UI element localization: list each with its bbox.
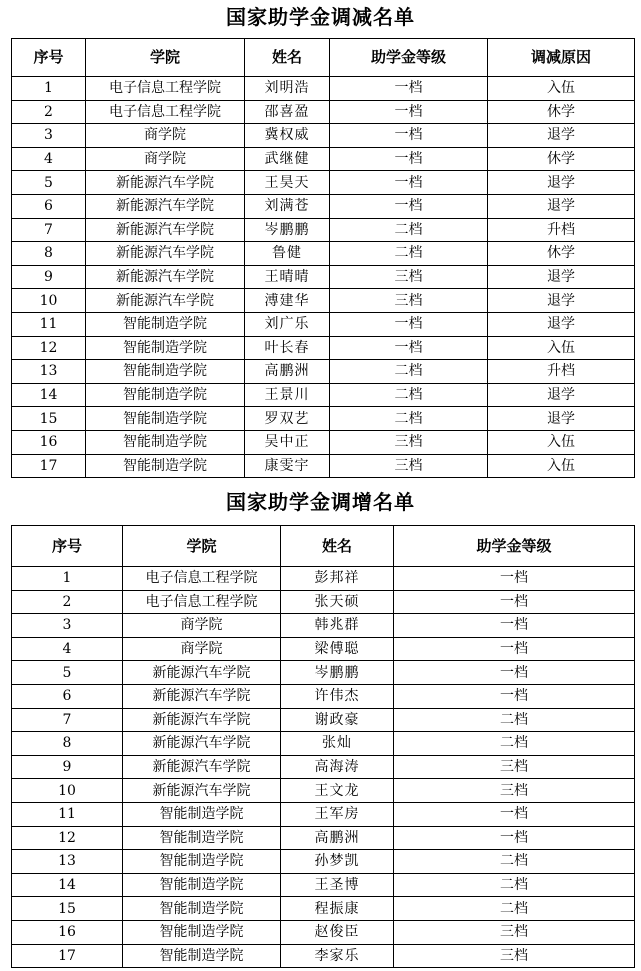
add-table-row xyxy=(12,755,635,779)
add-table-row xyxy=(12,897,635,921)
header-grant-level: 助学金等级 xyxy=(394,526,635,567)
grant-level-cell: 一档 xyxy=(394,661,635,685)
reason-cell: 休学 xyxy=(488,100,635,124)
index-cell: 9 xyxy=(12,265,86,289)
grant-level-cell: 二档 xyxy=(330,383,488,407)
name-cell: 韩兆群 xyxy=(281,614,394,638)
add-table-row xyxy=(12,590,635,614)
reduce-table xyxy=(11,38,635,478)
index-cell: 6 xyxy=(12,684,123,708)
index-cell: 14 xyxy=(12,383,86,407)
reduce-table-row xyxy=(12,454,635,478)
grant-level-cell: 一档 xyxy=(394,802,635,826)
add-table-row xyxy=(12,732,635,756)
name-cell: 程振康 xyxy=(281,897,394,921)
college-cell: 电子信息工程学院 xyxy=(123,590,281,614)
name-cell: 王文龙 xyxy=(281,779,394,803)
college-cell: 智能制造学院 xyxy=(123,826,281,850)
name-cell: 张天硕 xyxy=(281,590,394,614)
grant-level-cell: 一档 xyxy=(330,194,488,218)
grant-level-cell: 一档 xyxy=(394,590,635,614)
grant-level-cell: 二档 xyxy=(330,242,488,266)
grant-level-cell: 三档 xyxy=(330,289,488,313)
header-name: 姓名 xyxy=(281,526,394,567)
index-cell: 5 xyxy=(12,661,123,685)
name-cell: 彭邦祥 xyxy=(281,567,394,591)
grant-level-cell: 三档 xyxy=(394,944,635,968)
reduce-table-row xyxy=(12,100,635,124)
name-cell: 高鹏洲 xyxy=(245,360,330,384)
college-cell: 智能制造学院 xyxy=(86,430,245,454)
college-cell: 智能制造学院 xyxy=(123,897,281,921)
name-cell: 刘广乐 xyxy=(245,312,330,336)
grant-level-cell: 三档 xyxy=(394,779,635,803)
index-cell: 13 xyxy=(12,360,86,384)
add-table xyxy=(11,525,635,968)
college-cell: 商学院 xyxy=(123,614,281,638)
reduce-table-row xyxy=(12,312,635,336)
college-cell: 智能制造学院 xyxy=(123,802,281,826)
college-cell: 智能制造学院 xyxy=(86,336,245,360)
grant-level-cell: 二档 xyxy=(330,218,488,242)
index-cell: 3 xyxy=(12,124,86,148)
index-cell: 12 xyxy=(12,826,123,850)
reduce-table-row xyxy=(12,194,635,218)
index-cell: 17 xyxy=(12,454,86,478)
add-table-row xyxy=(12,802,635,826)
reason-cell: 升档 xyxy=(488,218,635,242)
grant-level-cell: 二档 xyxy=(394,732,635,756)
name-cell: 张灿 xyxy=(281,732,394,756)
college-cell: 智能制造学院 xyxy=(123,850,281,874)
name-cell: 王晴晴 xyxy=(245,265,330,289)
add-table-row xyxy=(12,873,635,897)
reduce-table-row xyxy=(12,407,635,431)
index-cell: 17 xyxy=(12,944,123,968)
college-cell: 新能源汽车学院 xyxy=(86,194,245,218)
index-cell: 2 xyxy=(12,590,123,614)
reason-cell: 退学 xyxy=(488,171,635,195)
grant-level-cell: 三档 xyxy=(330,430,488,454)
grant-level-cell: 一档 xyxy=(394,826,635,850)
add-table-row xyxy=(12,850,635,874)
grant-level-cell: 一档 xyxy=(330,77,488,101)
header-index: 序号 xyxy=(12,39,86,77)
college-cell: 电子信息工程学院 xyxy=(86,77,245,101)
grant-level-cell: 一档 xyxy=(330,147,488,171)
college-cell: 商学院 xyxy=(123,637,281,661)
index-cell: 8 xyxy=(12,732,123,756)
grant-level-cell: 一档 xyxy=(330,100,488,124)
index-cell: 12 xyxy=(12,336,86,360)
grant-level-cell: 一档 xyxy=(330,171,488,195)
reason-cell: 入伍 xyxy=(488,77,635,101)
name-cell: 王昊天 xyxy=(245,171,330,195)
college-cell: 电子信息工程学院 xyxy=(123,567,281,591)
name-cell: 李家乐 xyxy=(281,944,394,968)
name-cell: 岑鹏鹏 xyxy=(281,661,394,685)
college-cell: 商学院 xyxy=(86,124,245,148)
name-cell: 梁傅聪 xyxy=(281,637,394,661)
college-cell: 新能源汽车学院 xyxy=(86,218,245,242)
name-cell: 刘明浩 xyxy=(245,77,330,101)
index-cell: 4 xyxy=(12,147,86,171)
grant-level-cell: 二档 xyxy=(330,407,488,431)
name-cell: 邵喜盈 xyxy=(245,100,330,124)
reason-cell: 入伍 xyxy=(488,454,635,478)
index-cell: 1 xyxy=(12,77,86,101)
name-cell: 王景川 xyxy=(245,383,330,407)
reduce-table-row xyxy=(12,265,635,289)
college-cell: 电子信息工程学院 xyxy=(86,100,245,124)
reduce-list-title: 国家助学金调减名单 xyxy=(226,5,415,29)
reason-cell: 入伍 xyxy=(488,336,635,360)
index-cell: 6 xyxy=(12,194,86,218)
reduce-table-row xyxy=(12,124,635,148)
grant-level-cell: 一档 xyxy=(330,336,488,360)
reduce-table-row xyxy=(12,218,635,242)
index-cell: 14 xyxy=(12,873,123,897)
college-cell: 新能源汽车学院 xyxy=(123,755,281,779)
reduce-table-header-row xyxy=(12,39,635,77)
reason-cell: 休学 xyxy=(488,147,635,171)
add-table-row xyxy=(12,826,635,850)
grant-level-cell: 三档 xyxy=(330,265,488,289)
college-cell: 新能源汽车学院 xyxy=(86,242,245,266)
index-cell: 9 xyxy=(12,755,123,779)
header-college: 学院 xyxy=(123,526,281,567)
reason-cell: 退学 xyxy=(488,289,635,313)
reason-cell: 休学 xyxy=(488,242,635,266)
name-cell: 冀权威 xyxy=(245,124,330,148)
header-grant-level: 助学金等级 xyxy=(330,39,488,77)
add-table-row xyxy=(12,684,635,708)
add-table-row xyxy=(12,661,635,685)
header-college: 学院 xyxy=(86,39,245,77)
grant-level-cell: 一档 xyxy=(394,637,635,661)
college-cell: 智能制造学院 xyxy=(86,312,245,336)
grant-level-cell: 二档 xyxy=(330,360,488,384)
grant-level-cell: 三档 xyxy=(330,454,488,478)
name-cell: 高海涛 xyxy=(281,755,394,779)
college-cell: 新能源汽车学院 xyxy=(123,661,281,685)
name-cell: 溥建华 xyxy=(245,289,330,313)
name-cell: 罗双艺 xyxy=(245,407,330,431)
name-cell: 叶长春 xyxy=(245,336,330,360)
add-table-row xyxy=(12,614,635,638)
grant-level-cell: 二档 xyxy=(394,897,635,921)
header-reduce-reason: 调减原因 xyxy=(488,39,635,77)
index-cell: 8 xyxy=(12,242,86,266)
college-cell: 智能制造学院 xyxy=(86,383,245,407)
name-cell: 王军房 xyxy=(281,802,394,826)
reduce-table-row xyxy=(12,360,635,384)
add-table-header-row xyxy=(12,526,635,567)
header-name: 姓名 xyxy=(245,39,330,77)
reason-cell: 退学 xyxy=(488,383,635,407)
index-cell: 11 xyxy=(12,312,86,336)
index-cell: 15 xyxy=(12,897,123,921)
college-cell: 新能源汽车学院 xyxy=(86,289,245,313)
name-cell: 赵俊臣 xyxy=(281,920,394,944)
name-cell: 孙梦凯 xyxy=(281,850,394,874)
add-list-title: 国家助学金调增名单 xyxy=(226,490,415,514)
reduce-table-row xyxy=(12,430,635,454)
index-cell: 10 xyxy=(12,289,86,313)
name-cell: 武继健 xyxy=(245,147,330,171)
reduce-table-row xyxy=(12,77,635,101)
index-cell: 16 xyxy=(12,920,123,944)
reduce-table-row xyxy=(12,147,635,171)
college-cell: 智能制造学院 xyxy=(86,454,245,478)
grant-level-cell: 一档 xyxy=(394,567,635,591)
name-cell: 吴中正 xyxy=(245,430,330,454)
college-cell: 智能制造学院 xyxy=(123,920,281,944)
index-cell: 13 xyxy=(12,850,123,874)
grant-level-cell: 一档 xyxy=(330,124,488,148)
grant-level-cell: 一档 xyxy=(330,312,488,336)
reduce-table-row xyxy=(12,171,635,195)
index-cell: 10 xyxy=(12,779,123,803)
college-cell: 智能制造学院 xyxy=(123,944,281,968)
reason-cell: 退学 xyxy=(488,312,635,336)
college-cell: 智能制造学院 xyxy=(123,873,281,897)
reason-cell: 退学 xyxy=(488,265,635,289)
index-cell: 4 xyxy=(12,637,123,661)
grant-level-cell: 二档 xyxy=(394,708,635,732)
college-cell: 新能源汽车学院 xyxy=(86,265,245,289)
index-cell: 5 xyxy=(12,171,86,195)
reduce-table-row xyxy=(12,289,635,313)
name-cell: 王圣博 xyxy=(281,873,394,897)
grant-level-cell: 二档 xyxy=(394,850,635,874)
reduce-table-row xyxy=(12,242,635,266)
reason-cell: 升档 xyxy=(488,360,635,384)
index-cell: 3 xyxy=(12,614,123,638)
name-cell: 谢政豪 xyxy=(281,708,394,732)
name-cell: 刘满苍 xyxy=(245,194,330,218)
college-cell: 新能源汽车学院 xyxy=(123,708,281,732)
add-table-row xyxy=(12,637,635,661)
index-cell: 15 xyxy=(12,407,86,431)
name-cell: 高鹏洲 xyxy=(281,826,394,850)
index-cell: 7 xyxy=(12,218,86,242)
name-cell: 鲁健 xyxy=(245,242,330,266)
reason-cell: 退学 xyxy=(488,407,635,431)
add-table-row xyxy=(12,567,635,591)
grant-level-cell: 二档 xyxy=(394,873,635,897)
header-index: 序号 xyxy=(12,526,123,567)
college-cell: 新能源汽车学院 xyxy=(86,171,245,195)
add-table-row xyxy=(12,779,635,803)
college-cell: 新能源汽车学院 xyxy=(123,779,281,803)
index-cell: 16 xyxy=(12,430,86,454)
reduce-table-row xyxy=(12,336,635,360)
college-cell: 智能制造学院 xyxy=(86,407,245,431)
college-cell: 新能源汽车学院 xyxy=(123,684,281,708)
grant-level-cell: 三档 xyxy=(394,920,635,944)
index-cell: 7 xyxy=(12,708,123,732)
index-cell: 11 xyxy=(12,802,123,826)
college-cell: 智能制造学院 xyxy=(86,360,245,384)
grant-level-cell: 一档 xyxy=(394,614,635,638)
reason-cell: 退学 xyxy=(488,124,635,148)
add-table-row xyxy=(12,708,635,732)
reason-cell: 退学 xyxy=(488,194,635,218)
grant-level-cell: 一档 xyxy=(394,684,635,708)
name-cell: 康雯宇 xyxy=(245,454,330,478)
college-cell: 新能源汽车学院 xyxy=(123,732,281,756)
name-cell: 许伟杰 xyxy=(281,684,394,708)
add-table-row xyxy=(12,944,635,968)
reduce-table-row xyxy=(12,383,635,407)
college-cell: 商学院 xyxy=(86,147,245,171)
add-table-row xyxy=(12,920,635,944)
index-cell: 2 xyxy=(12,100,86,124)
reason-cell: 入伍 xyxy=(488,430,635,454)
grant-level-cell: 三档 xyxy=(394,755,635,779)
name-cell: 岑鹏鹏 xyxy=(245,218,330,242)
index-cell: 1 xyxy=(12,567,123,591)
